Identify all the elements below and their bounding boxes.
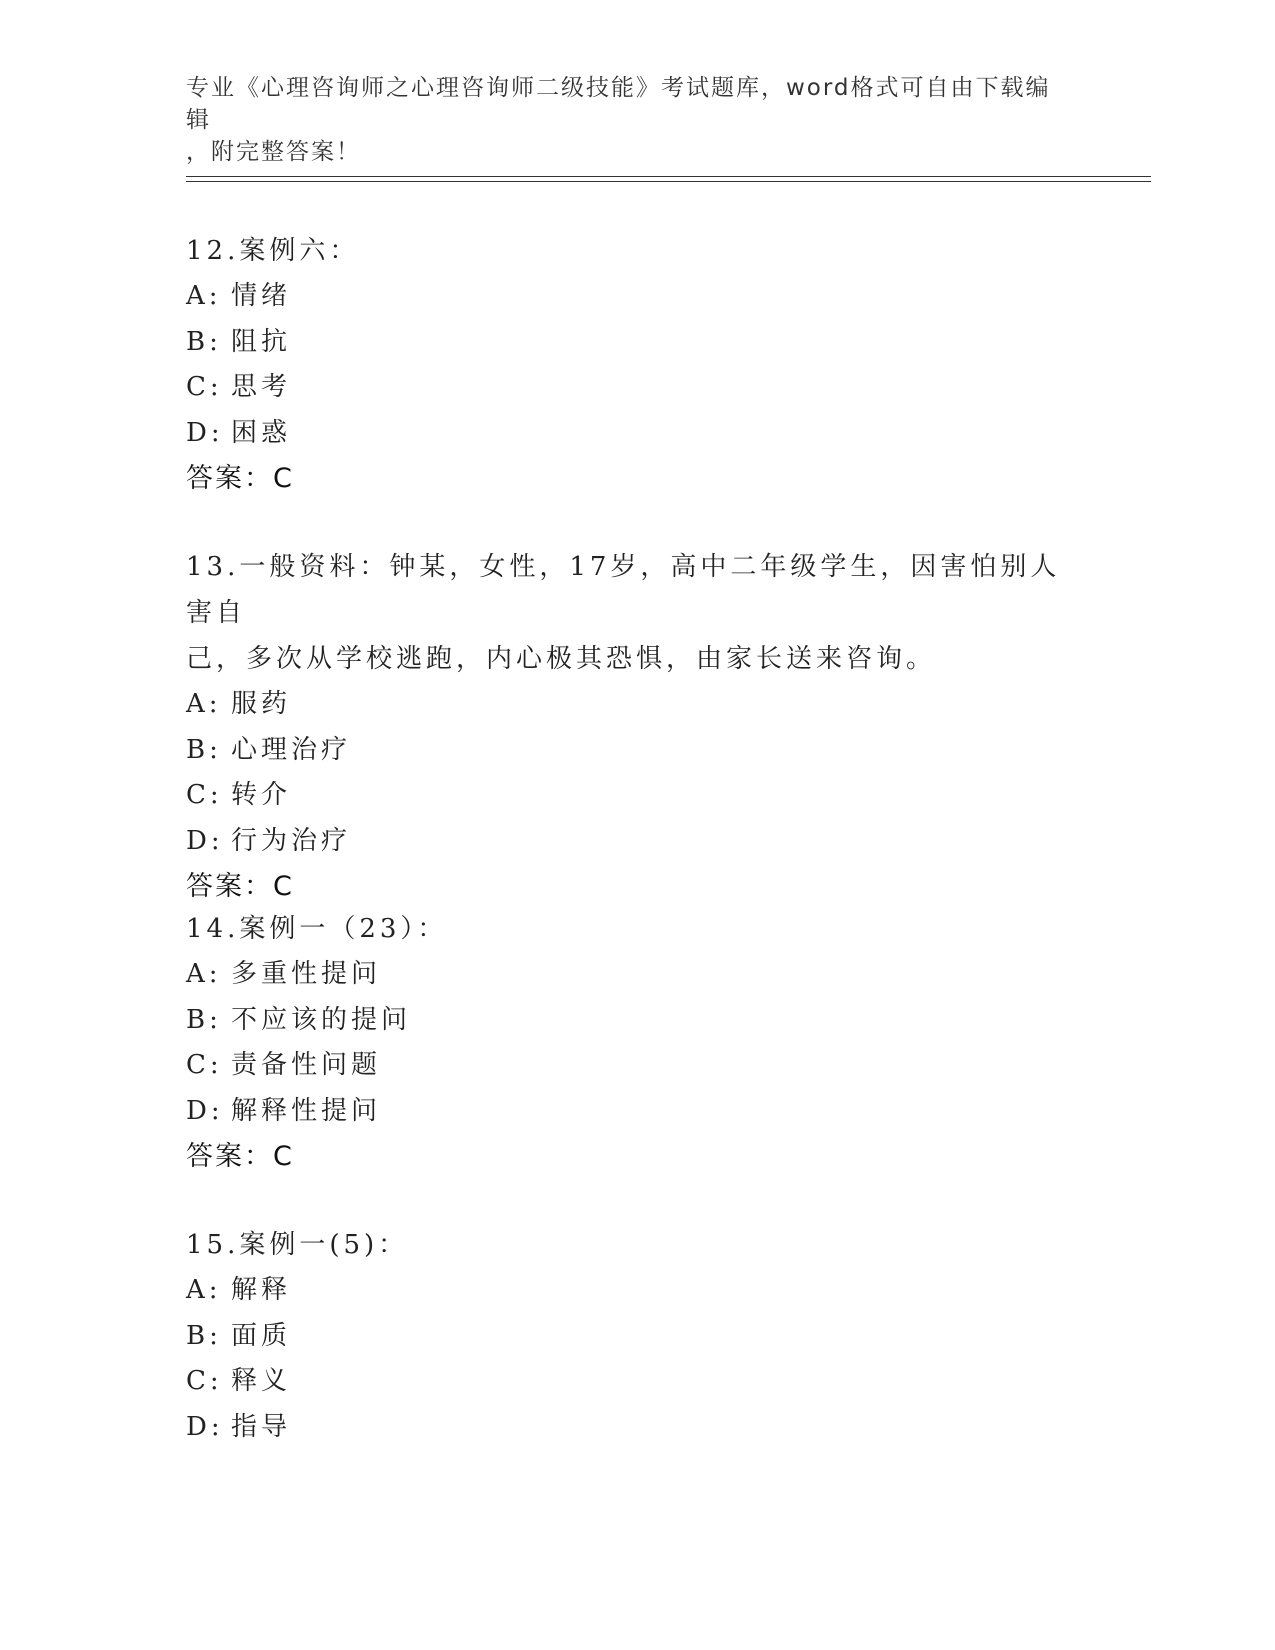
option-c xyxy=(186,365,1086,411)
option-b xyxy=(186,998,1086,1044)
answer-text: 答案：C xyxy=(186,463,294,494)
question-title-line-2: 己，多次从学校逃跑，内心极其恐惧，由家长送来咨询。 xyxy=(186,644,937,674)
header-divider-bottom xyxy=(186,181,1151,182)
option-b xyxy=(186,1314,1086,1360)
option-d xyxy=(186,1405,1086,1451)
option-letter: D: xyxy=(186,1411,224,1442)
option-d xyxy=(186,1089,1086,1135)
option-c xyxy=(186,1359,1086,1405)
answer-text: 答案：C xyxy=(186,1141,294,1172)
option-letter: B: xyxy=(186,1320,222,1351)
option-c xyxy=(186,1043,1086,1089)
option-letter: B: xyxy=(186,326,222,357)
option-text: 解释 xyxy=(231,1275,292,1305)
option-text: 指导 xyxy=(231,1411,292,1442)
option-text: 释义 xyxy=(231,1366,292,1396)
option-letter: D: xyxy=(186,825,224,856)
option-letter: C: xyxy=(186,1050,223,1080)
option-text: 行为治疗 xyxy=(231,825,352,856)
option-letter: C: xyxy=(186,1366,223,1396)
option-text: 思考 xyxy=(231,372,292,402)
option-text: 不应该的提问 xyxy=(231,1004,412,1035)
option-text: 责备性问题 xyxy=(231,1050,382,1080)
option-letter: B: xyxy=(186,1004,222,1035)
option-b xyxy=(186,320,1086,366)
option-text: 心理治疗 xyxy=(231,734,352,765)
answer-text: 答案：C xyxy=(186,871,294,902)
option-letter: D: xyxy=(186,1095,224,1126)
option-text: 阻抗 xyxy=(231,326,292,357)
option-letter: A: xyxy=(186,1275,222,1305)
header-line-1: 专业《心理咨询师之心理咨询师二级技能》考试题库，word格式可自由下载编辑 xyxy=(186,75,1051,133)
option-letter: A: xyxy=(186,281,222,311)
option-text: 解释性提问 xyxy=(231,1095,382,1126)
option-text: 困惑 xyxy=(231,417,292,448)
option-a xyxy=(186,274,1086,320)
option-a xyxy=(186,1268,1086,1314)
question-15 xyxy=(186,1222,1086,1450)
option-c xyxy=(186,773,1086,819)
option-d xyxy=(186,819,1086,865)
header-line-2: ，附完整答案！ xyxy=(186,139,361,165)
option-a xyxy=(186,952,1086,998)
option-a xyxy=(186,682,1086,728)
header-divider-top xyxy=(186,176,1151,177)
option-text: 情绪 xyxy=(231,281,292,311)
option-text: 转介 xyxy=(231,780,292,810)
question-14 xyxy=(186,906,1086,1180)
option-letter: C: xyxy=(186,780,223,810)
document-header xyxy=(186,72,1066,168)
option-letter: A: xyxy=(186,689,222,719)
question-title: 15.案例一(5)： xyxy=(186,1230,409,1260)
question-12 xyxy=(186,228,1086,502)
question-title-line-1: 13.一般资料：钟某，女性，17岁，高中二年级学生，因害怕别人害自 xyxy=(186,552,1061,628)
option-text: 服药 xyxy=(231,689,292,719)
option-d xyxy=(186,411,1086,457)
question-13 xyxy=(186,544,1086,910)
option-text: 面质 xyxy=(231,1320,292,1351)
question-title: 14.案例一（23）： xyxy=(186,914,448,944)
option-letter: C: xyxy=(186,372,223,402)
option-b xyxy=(186,728,1086,774)
option-letter: B: xyxy=(186,734,222,765)
option-text: 多重性提问 xyxy=(231,959,382,989)
option-letter: D: xyxy=(186,417,224,448)
option-letter: A: xyxy=(186,959,222,989)
question-title: 12.案例六： xyxy=(186,236,360,266)
